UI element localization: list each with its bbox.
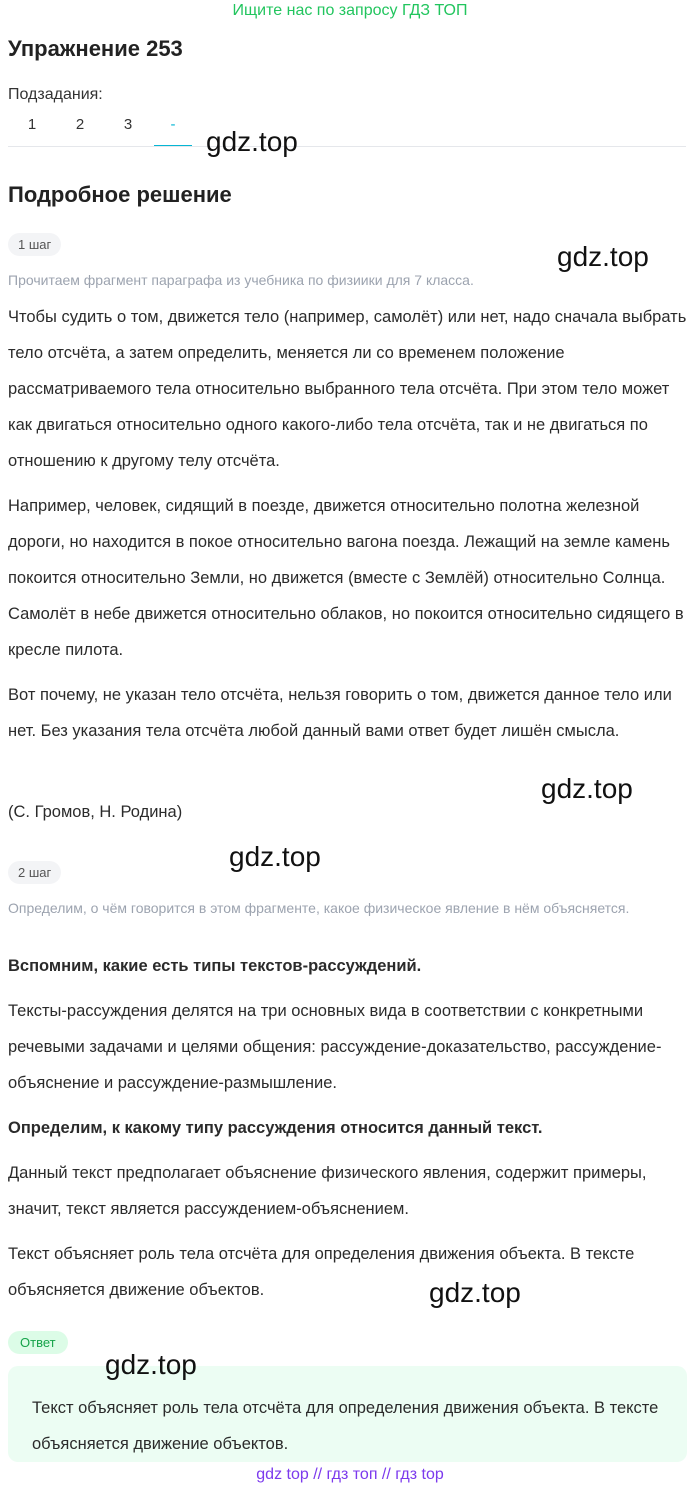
subtask-tab-1[interactable]: 1 xyxy=(27,116,37,133)
step-heading: Вспомним, какие есть типы текстов-рассуждений. xyxy=(8,957,422,975)
footer-links[interactable]: gdz top // гдз топ // гдз top xyxy=(256,1466,444,1483)
step-heading: Определим, к какому типу рассуждения относится данный текст. xyxy=(8,1119,543,1137)
step-1-badge-wrap xyxy=(8,236,61,254)
paragraph: Например, человек, сидящий в поезде, движется относительно полотна железной дороги, но находится в покое относительно вагона поезда. Лежащий на земле камень покоится относительно Земли, но движется (вместе с Землёй) относительно Солнца. Самолёт в небе движется относительно облаков, но покоится относительно сидящего в кресле пилота. xyxy=(8,497,684,659)
paragraph-citation: (С. Громов, Н. Родина) xyxy=(8,803,183,821)
promo-banner[interactable]: Ищите нас по запросу ГДЗ ТОП xyxy=(232,2,468,19)
answer-badge: Ответ xyxy=(8,1331,68,1354)
paragraph: Вот почему, не указан тело отсчёта, нельзя говорить о том, движется данное тело или нет. Без указания тела отсчёта любой данный вами ответ будет лишён смысла. xyxy=(8,686,672,740)
paragraph: Данный текст предполагает объяснение физического явления, содержит примеры, значит, текст является рассуждением-объяснением. xyxy=(8,1164,647,1218)
step-badge: 2 шаг xyxy=(8,861,61,884)
page-title: Упражнение 253 xyxy=(8,36,183,61)
divider xyxy=(8,146,686,147)
watermark: gdz.top xyxy=(557,241,649,272)
subtasks-tabs xyxy=(8,116,192,147)
step-2-badge-wrap xyxy=(8,864,61,882)
watermark: gdz.top xyxy=(429,1277,521,1308)
step-badge: 1 шаг xyxy=(8,233,61,256)
watermark: gdz.top xyxy=(229,841,321,872)
watermark: gdz.top xyxy=(541,773,633,804)
step-hint: Прочитаем фрагмент параграфа из учебника по физиики для 7 класса. xyxy=(8,272,474,288)
subtask-tab-3[interactable]: 3 xyxy=(123,116,133,133)
step-hint: Определим, о чём говорится в этом фрагменте, какое физическое явление в нём объясняется. xyxy=(8,900,630,916)
watermark: gdz.top xyxy=(105,1349,197,1380)
answer-text: Текст объясняет роль тела отсчёта для определения движения объекта. В тексте объясняется движение объектов. xyxy=(32,1399,659,1453)
subtask-tab-2[interactable]: 2 xyxy=(75,116,85,133)
paragraph: Чтобы судить о том, движется тело (например, самолёт) или нет, надо сначала выбрать тело отсчёта, а затем определить, меняется ли со временем положение рассматриваемого тела относительно выбранного тела отсчёта. При этом тело может как двигаться относительно одного какого-либо тела отсчёта, так и не двигаться по отношению к другому телу отсчёта. xyxy=(8,308,687,470)
paragraph: Текст объясняет роль тела отсчёта для определения движения объекта. В тексте объясняется движение объектов. xyxy=(8,1245,635,1299)
watermark: gdz.top xyxy=(206,126,298,157)
paragraph: Тексты-рассуждения делятся на три основных вида в соответствии с конкретными речевыми задачами и целями общения: рассуждение-доказательство, рассуждение-объяснение и рассуждение-размышление. xyxy=(8,1002,662,1092)
section-title: Подробное решение xyxy=(8,182,232,207)
subtasks-label: Подзадания: xyxy=(8,86,103,103)
subtask-tab-active[interactable]: - xyxy=(154,116,192,147)
answer-badge-wrap xyxy=(8,1334,68,1352)
